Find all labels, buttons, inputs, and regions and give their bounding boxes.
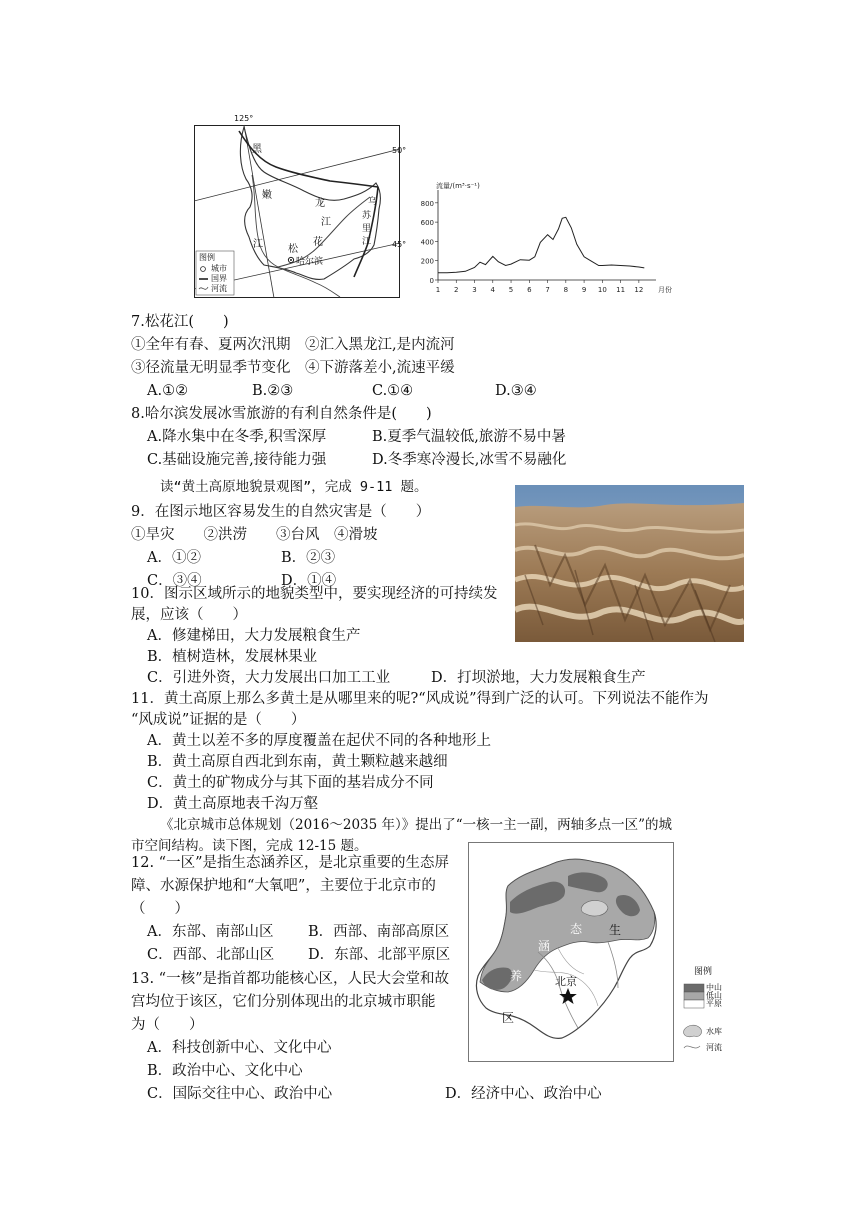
y-tick-label: 200 [420, 257, 434, 266]
region-char: 区 [502, 1011, 515, 1025]
q10-option-b[interactable]: B．植树造林，发展林果业 [147, 649, 318, 665]
q12-option-c[interactable]: C．西部、北部山区 [147, 947, 275, 963]
map-legend-item: 平原 [706, 999, 722, 1008]
q9-option-a[interactable]: A．①② [147, 550, 201, 566]
river-char: 里 [362, 224, 372, 234]
q13-stem-3: 为（ ） [131, 1017, 204, 1033]
q13-option-d[interactable]: D．经济中心、政治中心 [445, 1086, 602, 1102]
q8-option-c[interactable]: C.基础设施完善,接待能力强 [147, 452, 327, 468]
x-axis-label: 月份 [658, 286, 672, 294]
q12-stem-3: （ ） [131, 901, 189, 917]
map-legend-item: 水库 [706, 1027, 722, 1036]
y-tick-label: 600 [420, 219, 434, 228]
q13-option-b[interactable]: B．政治中心、文化中心 [147, 1063, 303, 1079]
q9-option-c[interactable]: C．③④ [147, 573, 202, 589]
q9-option-b[interactable]: B．②③ [281, 550, 336, 566]
river-char: 江 [321, 217, 331, 228]
y-tick-label: 400 [420, 238, 434, 247]
y-tick-label: 800 [420, 199, 434, 208]
x-tick-label: 1 [435, 286, 441, 294]
q9-line1: ①旱灾 ②洪涝 ③台风 ④滑坡 [131, 527, 378, 543]
city-label-beijing: 北京 [555, 975, 577, 988]
q11-option-b[interactable]: B．黄土高原自西北到东南，黄土颗粒越来越细 [147, 754, 448, 770]
q7-option-c[interactable]: C.①④ [372, 383, 414, 399]
intro-12-15-line2: 市空间结构。读下图，完成 12-15 题。 [131, 838, 368, 854]
q8-stem: 8.哈尔滨发展冰雪旅游的有利自然条件是( ) [131, 406, 432, 422]
q9-stem: 9．在图示地区容易发生的自然灾害是（ ） [131, 504, 431, 520]
intro-12-15-line1: 《北京城市总体规划（2016～2035 年）》提出了“一核一主一副，两轴多点一区”的城 [160, 817, 673, 833]
loess-plateau-photo [515, 485, 744, 642]
songhua-map [194, 114, 407, 299]
q11-option-a[interactable]: A．黄土以差不多的厚度覆盖在起伏不同的各种地形上 [147, 733, 491, 749]
y-axis-label: 流量/(m³·s⁻¹) [436, 182, 480, 190]
legend-item: 城市 [211, 264, 227, 273]
q7-option-a[interactable]: A.①② [147, 383, 189, 399]
q8-option-d[interactable]: D.冬季寒冷漫长,冰雪不易融化 [372, 452, 567, 468]
river-char: 江 [362, 237, 372, 247]
river-char: 乌 [368, 197, 378, 207]
q13-option-c[interactable]: C．国际交往中心、政治中心 [147, 1086, 333, 1102]
q10-option-a[interactable]: A．修建梯田，大力发展粮食生产 [147, 628, 361, 644]
river-char: 苏 [362, 211, 372, 221]
q10-option-d[interactable]: D．打坝淤地，大力发展粮食生产 [431, 670, 646, 686]
x-tick-label: 7 [545, 286, 550, 294]
lon-label: 125° [234, 114, 254, 123]
x-tick-label: 2 [454, 286, 459, 294]
legend-item: 河流 [211, 284, 227, 293]
lat45-label: 45° [392, 240, 407, 249]
x-tick-label: 5 [508, 286, 514, 294]
q11-stem-1: 11．黄土高原上那么多黄土是从哪里来的呢?“风成说”得到广泛的认可。下列说法不能作为 [131, 691, 709, 707]
q11-stem-2: “风成说”证据的是（ ） [131, 712, 306, 728]
river-char: 松 [288, 244, 298, 255]
q7-line2: ③径流量无明显季节变化 ④下游落差小,流速平缓 [131, 360, 455, 376]
map-legend-item: 中山 [706, 983, 722, 992]
map-legend-title: 图例 [694, 967, 713, 977]
river-char: 花 [313, 237, 323, 248]
q13-stem-1: 13. “一核”是指首都功能核心区，人民大会堂和故 [131, 971, 449, 987]
river-char: 龙 [315, 198, 325, 209]
q13-stem-2: 宫均位于该区，它们分别体现出的北京城市职能 [131, 994, 436, 1010]
x-tick-label: 3 [472, 286, 477, 294]
q7-option-d[interactable]: D.③④ [495, 383, 537, 399]
river-char: 嫩 [262, 190, 272, 201]
flow-line [438, 217, 644, 272]
region-char: 生 [609, 923, 622, 937]
x-tick-label: 4 [490, 286, 496, 294]
legend-item: 国界 [211, 274, 227, 283]
q7-option-b[interactable]: B.②③ [252, 383, 294, 399]
intro-9-11: 读“黄土高原地貌景观图”，完成 9-11 题。 [160, 479, 428, 495]
q7-line1: ①全年有春、夏两次汛期 ②汇入黑龙江,是内流河 [131, 337, 455, 353]
legend-title: 图例 [199, 253, 215, 262]
q12-option-d[interactable]: D．东部、北部平原区 [308, 947, 451, 963]
x-tick-label: 12 [634, 286, 644, 294]
q11-option-d[interactable]: D．黄土高原地表千沟万壑 [147, 796, 319, 812]
region-char: 养 [510, 969, 523, 983]
q12-option-b[interactable]: B．西部、南部高原区 [308, 924, 450, 940]
x-tick-label: 10 [597, 286, 607, 294]
q8-option-b[interactable]: B.夏季气温较低,旅游不易中暑 [372, 429, 566, 445]
x-tick-label: 9 [581, 286, 587, 294]
region-char: 涵 [538, 939, 551, 953]
q10-stem-1: 10．图示区域所示的地貌类型中，要实现经济的可持续发 [131, 586, 498, 602]
map-legend-item: 低山 [706, 991, 722, 1000]
x-tick-label: 6 [527, 286, 532, 294]
q8-option-a[interactable]: A.降水集中在冬季,积雪深厚 [147, 429, 327, 445]
city-label-harbin: 哈尔滨 [296, 257, 324, 267]
x-tick-label: 11 [616, 286, 626, 294]
q11-option-c[interactable]: C．黄土的矿物成分与其下面的基岩成分不同 [147, 775, 434, 791]
flow-chart [418, 180, 672, 304]
q10-stem-2: 展，应该（ ） [131, 607, 247, 623]
x-tick-label: 8 [563, 286, 569, 294]
region-char: 态 [570, 922, 583, 936]
q12-stem-2: 障、水源保护地和“大氧吧”，主要位于北京市的 [131, 878, 436, 894]
y-tick-label: 0 [429, 277, 434, 285]
q12-stem-1: 12. “一区”是指生态涵养区，是北京重要的生态屏 [131, 855, 449, 871]
beijing-map [468, 842, 730, 1062]
q7-stem: 7.松花江( ) [131, 314, 229, 330]
q13-option-a[interactable]: A．科技创新中心、文化中心 [147, 1040, 332, 1056]
river-char: 黑 [252, 144, 262, 155]
q9-option-d[interactable]: D．①④ [281, 573, 337, 589]
q10-option-c[interactable]: C．引进外资，大力发展出口加工工业 [147, 670, 391, 686]
lat50-label: 50° [392, 146, 407, 155]
river-char: 江 [253, 239, 263, 250]
q12-option-a[interactable]: A．东部、南部山区 [147, 924, 274, 940]
map-legend-item: 河流 [706, 1043, 722, 1052]
